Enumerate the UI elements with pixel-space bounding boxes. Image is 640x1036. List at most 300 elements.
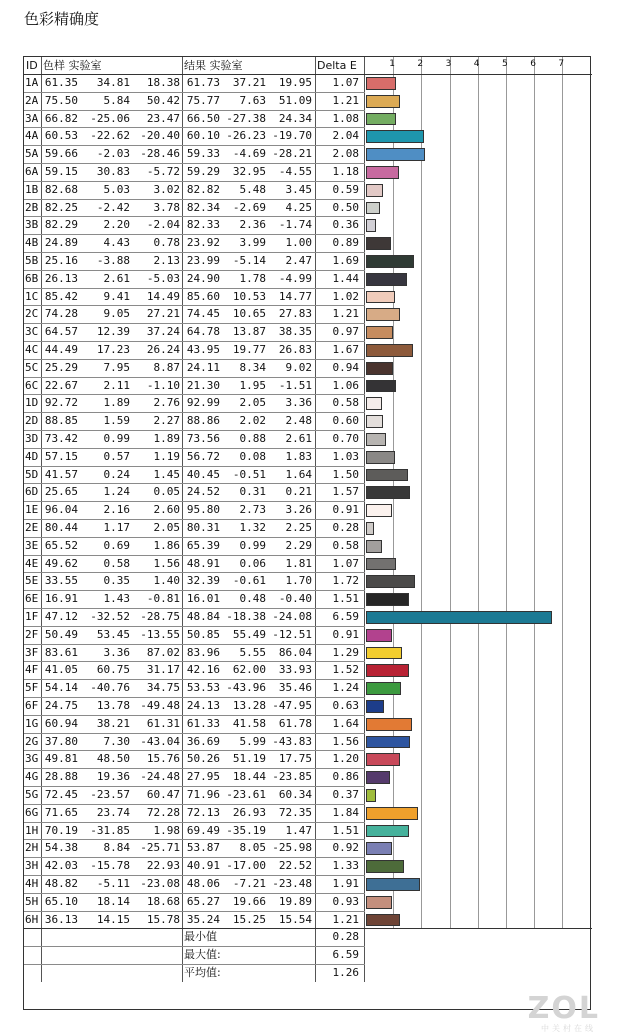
chart-gridline bbox=[421, 57, 422, 928]
res-b-value: 14.77 bbox=[278, 289, 312, 303]
delta-e-value: 1.51 bbox=[332, 823, 359, 837]
res-l-value: 88.86 bbox=[186, 414, 220, 428]
delta-e-value: 1.24 bbox=[332, 681, 359, 695]
delta-e-value: 0.91 bbox=[332, 627, 359, 641]
ref-l-value: 54.38 bbox=[44, 841, 78, 855]
ref-l-value: 41.57 bbox=[44, 467, 78, 481]
header-result-lab: 结果 实验室 bbox=[184, 59, 243, 72]
row-id: 2A bbox=[25, 93, 39, 107]
ref-l-value: 59.15 bbox=[44, 165, 78, 178]
ref-a-value: 0.99 bbox=[103, 432, 130, 445]
ref-b-value: 1.19 bbox=[153, 449, 180, 463]
ref-a-value: 38.21 bbox=[96, 716, 130, 730]
row-id: 5D bbox=[25, 467, 39, 481]
ref-b-value: 2.60 bbox=[153, 503, 180, 517]
delta-e-value: 1.67 bbox=[332, 343, 359, 356]
delta-e-value: 1.06 bbox=[332, 378, 359, 392]
res-l-value: 24.90 bbox=[186, 271, 220, 285]
page-title: 色彩精确度 bbox=[24, 10, 100, 28]
delta-e-bar bbox=[366, 326, 393, 339]
res-b-value: 19.95 bbox=[278, 76, 312, 89]
ref-a-value: 14.15 bbox=[96, 912, 130, 926]
res-b-value: 17.75 bbox=[278, 752, 312, 766]
res-a-value: 0.48 bbox=[239, 592, 266, 606]
ref-b-value: -24.48 bbox=[140, 770, 180, 784]
delta-e-bar bbox=[366, 753, 400, 766]
ref-a-value: -2.03 bbox=[96, 147, 130, 161]
delta-e-value: 1.84 bbox=[332, 805, 359, 819]
ref-b-value: -5.72 bbox=[146, 165, 180, 178]
ref-b-value: 15.76 bbox=[146, 752, 180, 766]
delta-e-bar bbox=[366, 860, 404, 873]
ref-a-value: 1.59 bbox=[103, 414, 130, 428]
ref-a-value: 17.23 bbox=[96, 343, 130, 356]
ref-l-value: 25.29 bbox=[44, 360, 78, 374]
ref-l-value: 28.88 bbox=[44, 770, 78, 784]
ref-b-value: 1.86 bbox=[153, 538, 180, 552]
ref-a-value: -2.42 bbox=[96, 200, 130, 214]
res-l-value: 50.26 bbox=[186, 752, 220, 766]
res-b-value: -4.99 bbox=[278, 271, 312, 285]
ref-b-value: 87.02 bbox=[146, 645, 180, 659]
ref-l-value: 49.81 bbox=[44, 752, 78, 766]
ref-a-value: 0.69 bbox=[103, 538, 130, 552]
summary-label: 最小值 bbox=[184, 930, 217, 944]
res-b-value: 1.47 bbox=[285, 823, 312, 837]
res-b-value: -43.83 bbox=[272, 734, 312, 748]
ref-l-value: 49.62 bbox=[44, 556, 78, 570]
delta-e-bar bbox=[366, 130, 424, 143]
delta-e-value: 2.08 bbox=[332, 147, 359, 161]
delta-e-value: 1.07 bbox=[332, 556, 359, 570]
row-id: 1D bbox=[25, 396, 39, 410]
res-a-value: 8.34 bbox=[239, 360, 266, 374]
row-id: 5A bbox=[25, 147, 39, 161]
delta-e-bar bbox=[366, 664, 409, 677]
res-b-value: 2.25 bbox=[285, 521, 312, 534]
delta-e-bar bbox=[366, 433, 386, 446]
ref-l-value: 61.35 bbox=[44, 76, 78, 89]
res-a-value: -4.69 bbox=[232, 147, 266, 161]
row-id: 1F bbox=[25, 610, 39, 623]
ref-l-value: 70.19 bbox=[44, 823, 78, 837]
row-id: 3C bbox=[25, 325, 39, 339]
res-a-value: 8.05 bbox=[239, 841, 266, 855]
res-l-value: 40.45 bbox=[186, 467, 220, 481]
row-id: 4B bbox=[25, 236, 39, 250]
ref-a-value: 1.24 bbox=[103, 485, 130, 499]
x-tick-label: 4 bbox=[473, 59, 480, 69]
res-a-value: 2.36 bbox=[239, 218, 266, 232]
ref-a-value: 7.95 bbox=[103, 360, 130, 374]
res-a-value: 10.65 bbox=[232, 307, 266, 321]
res-l-value: 64.78 bbox=[186, 325, 220, 339]
delta-e-bar bbox=[366, 202, 380, 215]
delta-e-value: 1.20 bbox=[332, 752, 359, 766]
ref-a-value: 0.24 bbox=[103, 467, 130, 481]
delta-e-bar bbox=[366, 219, 376, 232]
res-l-value: 72.13 bbox=[186, 805, 220, 819]
delta-e-bar bbox=[366, 113, 396, 126]
ref-a-value: 13.78 bbox=[96, 699, 130, 712]
res-b-value: 15.54 bbox=[278, 912, 312, 926]
row-id: 6A bbox=[25, 165, 39, 178]
res-b-value: -1.51 bbox=[278, 378, 312, 392]
ref-b-value: -13.55 bbox=[140, 627, 180, 641]
res-b-value: 4.25 bbox=[285, 200, 312, 214]
delta-e-value: 1.52 bbox=[332, 663, 359, 677]
delta-e-value: 1.64 bbox=[332, 716, 359, 730]
res-l-value: 60.10 bbox=[186, 129, 220, 143]
res-a-value: 5.55 bbox=[239, 645, 266, 659]
row-id: 4F bbox=[25, 663, 39, 677]
ref-a-value: 4.43 bbox=[103, 236, 130, 250]
ref-a-value: 5.84 bbox=[103, 93, 130, 107]
ref-b-value: 2.13 bbox=[153, 254, 180, 267]
delta-e-value: 0.94 bbox=[332, 360, 359, 374]
delta-e-value: 0.63 bbox=[332, 699, 359, 712]
ref-l-value: 26.13 bbox=[44, 271, 78, 285]
delta-e-value: 0.93 bbox=[332, 894, 359, 908]
delta-e-value: 0.89 bbox=[332, 236, 359, 250]
delta-e-bar bbox=[366, 504, 392, 517]
ref-l-value: 22.67 bbox=[44, 378, 78, 392]
res-a-value: 0.31 bbox=[239, 485, 266, 499]
res-l-value: 95.80 bbox=[186, 503, 220, 517]
delta-e-bar bbox=[366, 771, 390, 784]
ref-b-value: 8.87 bbox=[153, 360, 180, 374]
res-l-value: 23.99 bbox=[186, 254, 220, 267]
ref-l-value: 24.89 bbox=[44, 236, 78, 250]
row-id: 2C bbox=[25, 307, 39, 321]
res-a-value: -43.96 bbox=[226, 681, 266, 695]
delta-e-bar bbox=[366, 575, 415, 588]
summary-label: 最大值: bbox=[184, 948, 221, 962]
res-l-value: 61.33 bbox=[186, 716, 220, 730]
delta-e-value: 1.50 bbox=[332, 467, 359, 481]
res-b-value: 22.52 bbox=[278, 859, 312, 873]
color-accuracy-table bbox=[23, 56, 591, 1010]
delta-e-value: 1.56 bbox=[332, 734, 359, 748]
delta-e-value: 1.33 bbox=[332, 859, 359, 873]
delta-e-bar bbox=[366, 486, 410, 499]
ref-b-value: 1.40 bbox=[153, 574, 180, 588]
res-a-value: 0.88 bbox=[239, 432, 266, 445]
ref-b-value: 26.24 bbox=[146, 343, 180, 356]
ref-l-value: 33.55 bbox=[44, 574, 78, 588]
ref-l-value: 41.05 bbox=[44, 663, 78, 677]
ref-a-value: -32.52 bbox=[90, 610, 130, 623]
res-l-value: 80.31 bbox=[186, 521, 220, 534]
res-l-value: 53.87 bbox=[186, 841, 220, 855]
res-a-value: -17.00 bbox=[226, 859, 266, 873]
res-l-value: 71.96 bbox=[186, 788, 220, 801]
ref-b-value: 2.27 bbox=[153, 414, 180, 428]
ref-l-value: 65.10 bbox=[44, 894, 78, 908]
row-id: 6B bbox=[25, 271, 39, 285]
row-id: 1G bbox=[25, 716, 39, 730]
res-l-value: 43.95 bbox=[186, 343, 220, 356]
ref-a-value: 30.83 bbox=[96, 165, 130, 178]
res-b-value: 1.83 bbox=[285, 449, 312, 463]
ref-l-value: 92.72 bbox=[44, 396, 78, 410]
delta-e-bar bbox=[366, 451, 395, 464]
ref-a-value: 34.81 bbox=[96, 76, 130, 89]
ref-a-value: 48.50 bbox=[96, 752, 130, 766]
res-b-value: 51.09 bbox=[278, 93, 312, 107]
ref-a-value: 1.43 bbox=[103, 592, 130, 606]
row-id: 1E bbox=[25, 503, 39, 517]
res-b-value: 19.89 bbox=[278, 894, 312, 908]
zol-watermark-logo: ZOL bbox=[527, 991, 600, 1026]
res-b-value: -23.48 bbox=[272, 877, 312, 890]
ref-l-value: 25.16 bbox=[44, 254, 78, 267]
res-b-value: -4.55 bbox=[278, 165, 312, 178]
header-id: ID bbox=[26, 59, 38, 72]
ref-l-value: 42.03 bbox=[44, 859, 78, 873]
delta-e-bar bbox=[366, 896, 392, 909]
delta-e-value: 1.44 bbox=[332, 271, 359, 285]
res-a-value: -23.61 bbox=[226, 788, 266, 801]
delta-e-bar bbox=[366, 469, 408, 482]
row-id: 6H bbox=[25, 912, 39, 926]
res-b-value: -25.98 bbox=[272, 841, 312, 855]
res-b-value: 9.02 bbox=[285, 360, 312, 374]
res-a-value: 7.63 bbox=[239, 93, 266, 107]
ref-a-value: 0.35 bbox=[103, 574, 130, 588]
ref-a-value: -31.85 bbox=[90, 823, 130, 837]
res-a-value: 5.99 bbox=[239, 734, 266, 748]
ref-b-value: 1.45 bbox=[153, 467, 180, 481]
ref-a-value: 2.61 bbox=[103, 271, 130, 285]
ref-b-value: -1.10 bbox=[146, 378, 180, 392]
row-id: 2D bbox=[25, 414, 39, 428]
delta-e-bar bbox=[366, 237, 391, 250]
ref-b-value: 2.05 bbox=[153, 521, 180, 534]
delta-e-bar bbox=[366, 344, 413, 357]
res-l-value: 82.33 bbox=[186, 218, 220, 232]
zol-watermark-text: 中关村在线 bbox=[541, 1024, 596, 1033]
ref-l-value: 16.91 bbox=[44, 592, 78, 606]
ref-l-value: 83.61 bbox=[44, 645, 78, 659]
res-b-value: 72.35 bbox=[278, 805, 312, 819]
res-l-value: 53.53 bbox=[186, 681, 220, 695]
ref-b-value: -28.75 bbox=[140, 610, 180, 623]
row-id: 3F bbox=[25, 645, 39, 659]
res-a-value: 2.73 bbox=[239, 503, 266, 517]
res-b-value: -0.40 bbox=[278, 592, 312, 606]
ref-b-value: 50.42 bbox=[146, 93, 180, 107]
chart-gridline bbox=[562, 57, 563, 928]
res-a-value: 37.21 bbox=[232, 76, 266, 89]
ref-l-value: 50.49 bbox=[44, 627, 78, 641]
ref-l-value: 82.68 bbox=[44, 182, 78, 196]
delta-e-bar bbox=[366, 593, 409, 606]
res-l-value: 48.06 bbox=[186, 877, 220, 890]
delta-e-bar bbox=[366, 736, 410, 749]
ref-b-value: 1.56 bbox=[153, 556, 180, 570]
row-id: 4D bbox=[25, 449, 39, 463]
res-a-value: 26.93 bbox=[232, 805, 266, 819]
chart-gridline bbox=[506, 57, 507, 928]
ref-l-value: 60.94 bbox=[44, 716, 78, 730]
res-l-value: 24.11 bbox=[186, 360, 220, 374]
ref-b-value: 23.47 bbox=[146, 111, 180, 125]
res-a-value: 13.87 bbox=[232, 325, 266, 339]
ref-l-value: 72.45 bbox=[44, 788, 78, 801]
res-a-value: 1.32 bbox=[239, 521, 266, 534]
row-id: 3H bbox=[25, 859, 39, 873]
ref-a-value: -25.06 bbox=[90, 111, 130, 125]
res-b-value: -23.85 bbox=[272, 770, 312, 784]
ref-b-value: -43.04 bbox=[140, 734, 180, 748]
ref-b-value: 3.02 bbox=[153, 182, 180, 196]
res-a-value: 2.05 bbox=[239, 396, 266, 410]
delta-e-bar bbox=[366, 273, 407, 286]
row-id: 4C bbox=[25, 343, 39, 356]
summary-label: 平均值: bbox=[184, 966, 221, 979]
res-a-value: 55.49 bbox=[232, 627, 266, 641]
res-b-value: -1.74 bbox=[278, 218, 312, 232]
res-a-value: -27.38 bbox=[226, 111, 266, 125]
ref-a-value: -5.11 bbox=[96, 877, 130, 890]
ref-b-value: 31.17 bbox=[146, 663, 180, 677]
ref-l-value: 59.66 bbox=[44, 147, 78, 161]
row-id: 2H bbox=[25, 841, 39, 855]
ref-b-value: -0.81 bbox=[146, 592, 180, 606]
summary-value: 6.59 bbox=[332, 948, 359, 962]
ref-b-value: -25.71 bbox=[140, 841, 180, 855]
row-id: 1B bbox=[25, 182, 39, 196]
ref-a-value: 1.17 bbox=[103, 521, 130, 534]
res-b-value: 33.93 bbox=[278, 663, 312, 677]
row-id: 2G bbox=[25, 734, 39, 748]
res-a-value: 0.08 bbox=[239, 449, 266, 463]
ref-b-value: 3.78 bbox=[153, 200, 180, 214]
res-l-value: 82.82 bbox=[186, 182, 220, 196]
row-id: 3G bbox=[25, 752, 39, 766]
res-b-value: 1.64 bbox=[285, 467, 312, 481]
res-l-value: 42.16 bbox=[186, 663, 220, 677]
ref-a-value: 12.39 bbox=[96, 325, 130, 339]
header-delta-e: Delta E bbox=[317, 59, 357, 72]
res-a-value: 10.53 bbox=[232, 289, 266, 303]
res-a-value: 32.95 bbox=[232, 165, 266, 178]
delta-e-bar bbox=[366, 611, 552, 624]
row-id: 6G bbox=[25, 805, 39, 819]
ref-a-value: -15.78 bbox=[90, 859, 130, 873]
delta-e-bar bbox=[366, 914, 400, 927]
res-l-value: 82.34 bbox=[186, 200, 220, 214]
delta-e-bar bbox=[366, 308, 400, 321]
res-b-value: 0.21 bbox=[285, 485, 312, 499]
res-b-value: -28.21 bbox=[272, 147, 312, 161]
ref-a-value: 18.14 bbox=[96, 894, 130, 908]
res-l-value: 56.72 bbox=[186, 449, 220, 463]
res-l-value: 32.39 bbox=[186, 574, 220, 588]
ref-l-value: 80.44 bbox=[44, 521, 78, 534]
res-l-value: 23.92 bbox=[186, 236, 220, 250]
res-b-value: 2.47 bbox=[285, 254, 312, 267]
ref-b-value: 2.76 bbox=[153, 396, 180, 410]
row-id: 2B bbox=[25, 200, 39, 214]
row-divider bbox=[24, 964, 365, 965]
delta-e-value: 1.08 bbox=[332, 111, 359, 125]
delta-e-value: 1.69 bbox=[332, 254, 359, 267]
ref-b-value: 34.75 bbox=[146, 681, 180, 695]
res-b-value: 24.34 bbox=[278, 111, 312, 125]
res-l-value: 69.49 bbox=[186, 823, 220, 837]
row-id: 2F bbox=[25, 627, 39, 641]
ref-a-value: 2.20 bbox=[103, 218, 130, 232]
ref-b-value: 0.78 bbox=[153, 236, 180, 250]
ref-a-value: 0.58 bbox=[103, 556, 130, 570]
ref-b-value: 15.78 bbox=[146, 912, 180, 926]
delta-e-bar bbox=[366, 255, 414, 268]
delta-e-value: 1.07 bbox=[332, 76, 359, 89]
res-l-value: 73.56 bbox=[186, 432, 220, 445]
res-b-value: 2.48 bbox=[285, 414, 312, 428]
row-id: 5F bbox=[25, 681, 39, 695]
delta-e-bar bbox=[366, 700, 384, 713]
delta-e-value: 1.02 bbox=[332, 289, 359, 303]
ref-l-value: 60.53 bbox=[44, 129, 78, 143]
ref-l-value: 66.82 bbox=[44, 111, 78, 125]
ref-b-value: 61.31 bbox=[146, 716, 180, 730]
row-id: 4G bbox=[25, 770, 39, 784]
ref-b-value: -20.40 bbox=[140, 129, 180, 143]
ref-l-value: 73.42 bbox=[44, 432, 78, 445]
summary-value: 0.28 bbox=[332, 930, 359, 944]
res-b-value: -47.95 bbox=[272, 699, 312, 712]
res-b-value: 3.36 bbox=[285, 396, 312, 410]
ref-b-value: -5.03 bbox=[146, 271, 180, 285]
ref-l-value: 57.15 bbox=[44, 449, 78, 463]
delta-e-bar bbox=[366, 842, 392, 855]
ref-b-value: 14.49 bbox=[146, 289, 180, 303]
row-id: 5H bbox=[25, 894, 39, 908]
res-a-value: -5.14 bbox=[232, 254, 266, 267]
ref-l-value: 54.14 bbox=[44, 681, 78, 695]
ref-b-value: 1.98 bbox=[153, 823, 180, 837]
delta-e-value: 0.97 bbox=[332, 325, 359, 339]
res-l-value: 85.60 bbox=[186, 289, 220, 303]
res-a-value: -2.69 bbox=[232, 200, 266, 214]
row-id: 1H bbox=[25, 823, 39, 837]
res-b-value: 86.04 bbox=[278, 645, 312, 659]
delta-e-bar bbox=[366, 397, 382, 410]
ref-a-value: 8.84 bbox=[103, 841, 130, 855]
row-id: 6F bbox=[25, 699, 39, 712]
delta-e-bar bbox=[366, 878, 420, 891]
ref-a-value: 0.57 bbox=[103, 449, 130, 463]
ref-l-value: 82.29 bbox=[44, 218, 78, 232]
delta-e-value: 0.60 bbox=[332, 414, 359, 428]
delta-e-bar bbox=[366, 362, 393, 375]
delta-e-value: 0.37 bbox=[332, 788, 359, 801]
delta-e-bar bbox=[366, 540, 382, 553]
res-b-value: 27.83 bbox=[278, 307, 312, 321]
ref-b-value: 1.89 bbox=[153, 432, 180, 445]
ref-a-value: 3.36 bbox=[103, 645, 130, 659]
ref-l-value: 37.80 bbox=[44, 734, 78, 748]
res-a-value: -18.38 bbox=[226, 610, 266, 623]
ref-l-value: 24.75 bbox=[44, 699, 78, 712]
summary-divider bbox=[24, 928, 592, 929]
row-id: 4A bbox=[25, 129, 39, 143]
res-b-value: 1.70 bbox=[285, 574, 312, 588]
res-b-value: 61.78 bbox=[278, 716, 312, 730]
